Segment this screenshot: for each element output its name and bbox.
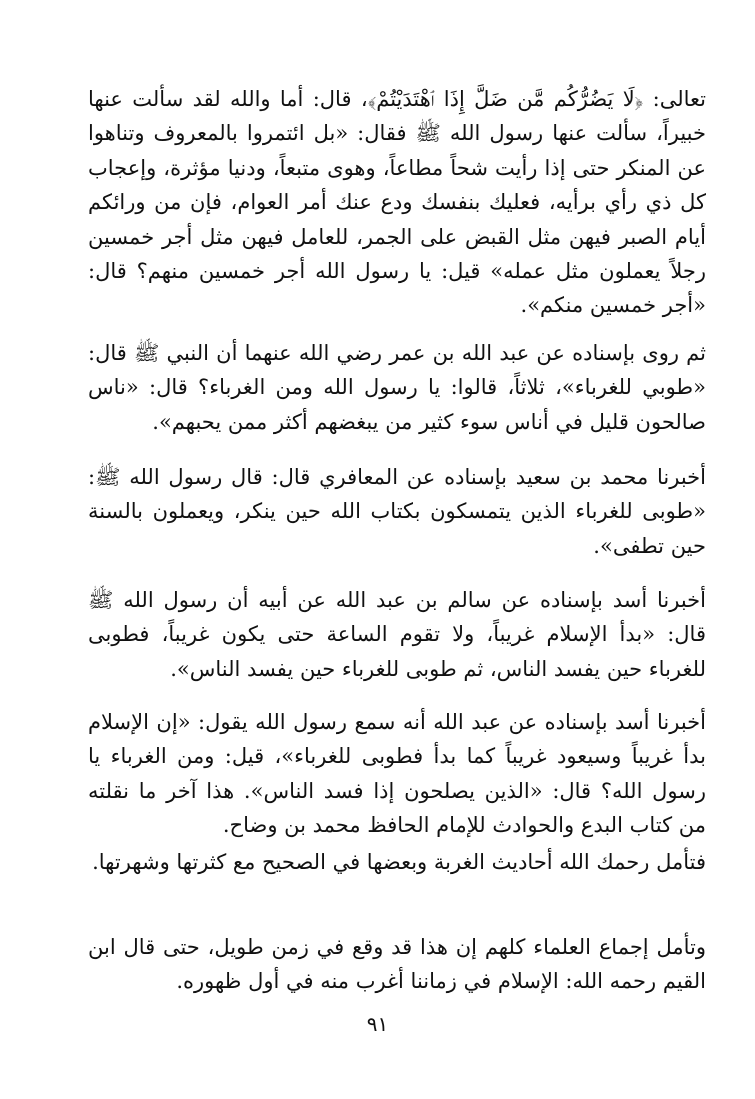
paragraph-1: تعالى: ﴿لَا يَضُرُّكُم مَّن ضَلَّ إِذَا ٱهْتَدَيْتُمْ﴾، قال: أما والله لقد سألت عنها خبيراً، سألت عنها رسول الله ﷺ فقال: «بل ائتمروا بالمعروف وتناهوا عن المنكر حتى إذا رأيت شحاً مطاعاً، وهوى متبعاً، ودنيا مؤثرة، وإعجاب كل ذي رأي برأيه، فعليك بنفسك ودع عنك أمر العوام، فإن من ورائكم أيام الصبر فيهن مثل القبض على الجمر، للعامل فيهن مثل أجر خمسين رجلاً يعملون مثل عمله» قيل: يا رسول الله أجر خمسين منهم؟ قال: «أجر خمسين منكم».: [88, 87, 707, 318]
paragraph-3: أخبرنا محمد بن سعيد بإسناده عن المعافري قال: قال رسول الله ﷺ: «طوبى للغرباء الذين يتمسكون بكتاب الله حين ينكر، ويعملون بالسنة حين تطفى».: [88, 465, 706, 558]
paragraph-7: وتأمل إجماع العلماء كلهم إن هذا قد وقع في زمن طويل، حتى قال ابن القيم رحمه الله: الإسلام في زماننا أغرب منه في أول ظهوره.: [88, 935, 706, 994]
paragraph-4: أخبرنا أسد بإسناده عن سالم بن عبد الله عن أبيه أن رسول الله ﷺ قال: «بدأ الإسلام غريباً، ولا تقوم الساعة حتى يكون غريباً، فطوبى للغرباء حين يفسد الناس، ثم طوبى للغرباء حين يفسد الناس».: [88, 588, 706, 681]
paragraph-6: فتأمل رحمك الله أحاديث الغربة وبعضها في الصحيح مع كثرتها وشهرتها.: [92, 850, 706, 874]
page-number: ٩١: [366, 1012, 389, 1036]
paragraph-2: ثم روى بإسناده عن عبد الله بن عمر رضي الله عنهما أن النبي ﷺ قال: «طوبي للغرباء»، ثلاثاً، قالوا: يا رسول الله ومن الغرباء؟ قال: «ناس صالحون قليل في أناس سوء كثير من يبغضهم أكثر ممن يحبهم».: [88, 341, 706, 434]
paragraph-5: أخبرنا أسد بإسناده عن عبد الله أنه سمع رسول الله يقول: «إن الإسلام بدأ غريباً وسيعود غريباً كما بدأ فطوبى للغرباء»، قيل: ومن الغرباء يا رسول الله؟ قال: «الذين يصلحون إذا فسد الناس». هذا آخر ما نقلته من كتاب البدع والحوادث للإمام الحافظ محمد بن وضاح.: [88, 710, 706, 838]
